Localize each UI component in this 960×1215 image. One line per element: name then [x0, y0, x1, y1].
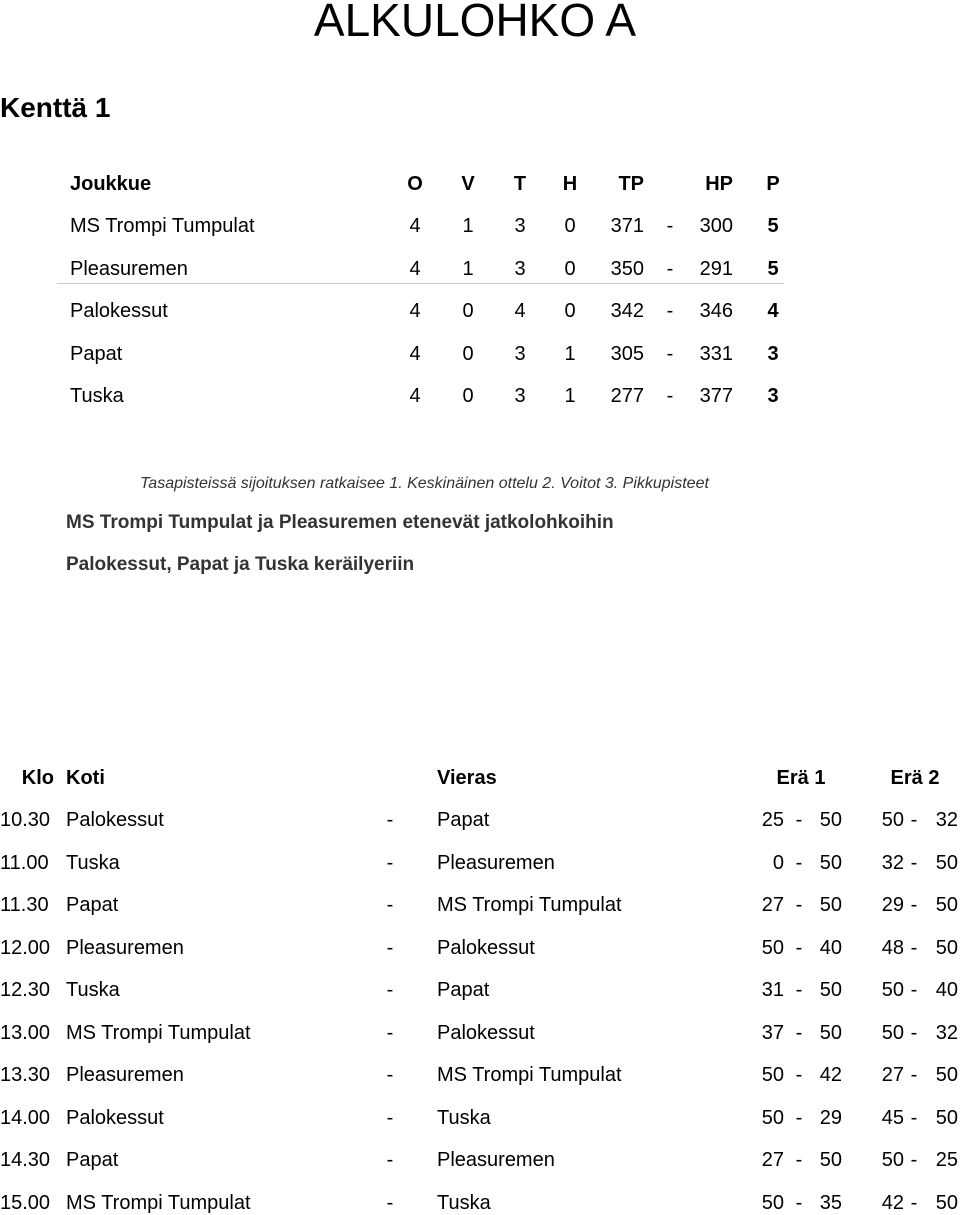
page-title: ALKULOHKO A	[313, 0, 637, 46]
match-dash: -	[386, 809, 394, 831]
match-time: 12.00	[0, 936, 51, 959]
standings-t: 4	[514, 300, 526, 322]
standings-sep: -	[666, 300, 674, 322]
away-team: Palokessut	[437, 936, 535, 959]
set2-away-score: 50	[935, 1064, 958, 1086]
standings-v: 1	[462, 257, 474, 280]
set2-home-score: 29	[881, 894, 904, 916]
standings-t: 3	[514, 385, 526, 407]
match-time: 15.00	[0, 1191, 51, 1214]
set2-home-score: 27	[881, 1064, 904, 1086]
away-team: Tuska	[437, 1191, 491, 1214]
match-dash: -	[386, 1149, 394, 1171]
standings-header: V	[461, 173, 475, 195]
team-name: MS Trompi Tumpulat	[70, 215, 255, 237]
standings-h: 1	[564, 342, 576, 365]
set2-away-score: 40	[935, 979, 958, 1001]
standings-p: 3	[767, 385, 779, 407]
home-team: MS Trompi Tumpulat	[66, 1191, 251, 1214]
set1-dash: -	[795, 894, 803, 916]
set2-home-score: 50	[881, 1021, 904, 1044]
standings-tp: 342	[610, 300, 644, 322]
set1-away-score: 35	[819, 1191, 842, 1214]
set1-away-score: 50	[819, 1021, 842, 1044]
set1-home-score: 31	[761, 979, 784, 1001]
tiebreak-note: Tasapisteissä sijoituksen ratkaisee 1. Keskinäinen ottelu 2. Voitot 3. Pikkupisteet	[140, 475, 709, 492]
standings-hp: 331	[699, 342, 733, 365]
standings-header: TP	[618, 173, 644, 195]
set1-away-score: 50	[819, 979, 842, 1001]
set2-dash: -	[910, 1191, 918, 1214]
standings-p: 3	[767, 342, 779, 365]
set2-home-score: 32	[881, 851, 904, 874]
standings-header: HP	[705, 173, 733, 195]
away-team: MS Trompi Tumpulat	[437, 1064, 622, 1086]
set2-dash: -	[910, 936, 918, 959]
set2-away-score: 50	[935, 936, 958, 959]
home-team: Tuska	[66, 979, 120, 1001]
standings-o: 4	[409, 342, 421, 365]
set2-home-score: 50	[881, 979, 904, 1001]
match-time: 10.30	[0, 809, 51, 831]
field-heading: Kenttä 1	[0, 92, 111, 123]
set1-dash: -	[795, 1064, 803, 1086]
row-divider	[57, 283, 784, 284]
advance-line-2: Palokessut, Papat ja Tuska keräilyeriin	[66, 554, 415, 575]
standings-v: 1	[462, 215, 474, 237]
standings-o: 4	[409, 257, 421, 280]
set1-dash: -	[795, 1021, 803, 1044]
set1-dash: -	[795, 1191, 803, 1214]
home-team: Palokessut	[66, 1106, 164, 1129]
standings-p: 5	[767, 215, 779, 237]
standings-sep: -	[666, 257, 674, 280]
standings-v: 0	[462, 300, 474, 322]
set2-home-score: 50	[881, 1149, 904, 1171]
set1-dash: -	[795, 1149, 803, 1171]
away-team: MS Trompi Tumpulat	[437, 894, 622, 916]
match-time: 12.30	[0, 979, 51, 1001]
home-team: Pleasuremen	[66, 1064, 184, 1086]
set2-away-score: 50	[935, 1106, 958, 1129]
set1-home-score: 50	[761, 1064, 784, 1086]
standings-t: 3	[514, 257, 526, 280]
match-dash: -	[386, 936, 394, 959]
match-dash: -	[386, 851, 394, 874]
standings-t: 3	[514, 342, 526, 365]
set1-home-score: 37	[761, 1021, 784, 1044]
standings-hp: 291	[699, 257, 733, 280]
standings-sep: -	[666, 342, 674, 365]
set2-away-score: 25	[935, 1149, 958, 1171]
match-dash: -	[386, 1021, 394, 1044]
away-team: Palokessut	[437, 1021, 535, 1044]
standings-t: 3	[514, 215, 526, 237]
set2-home-score: 45	[881, 1106, 904, 1129]
set1-away-score: 40	[819, 936, 842, 959]
set1-home-score: 27	[761, 1149, 784, 1171]
set2-away-score: 50	[935, 851, 958, 874]
standings-p: 4	[767, 300, 779, 322]
set2-dash: -	[910, 851, 918, 874]
standings-v: 0	[462, 385, 474, 407]
set2-away-score: 32	[935, 1021, 958, 1044]
home-team: Pleasuremen	[66, 936, 184, 959]
match-time: 13.00	[0, 1021, 51, 1044]
standings-tp: 277	[610, 385, 644, 407]
standings-h: 0	[564, 215, 576, 237]
team-name: Palokessut	[70, 300, 168, 322]
match-time: 11.30	[0, 894, 49, 916]
standings-p: 5	[767, 257, 779, 280]
schedule-header-time: Klo	[21, 767, 54, 789]
standings-o: 4	[409, 300, 421, 322]
set1-dash: -	[795, 936, 803, 959]
set2-dash: -	[910, 979, 918, 1001]
match-dash: -	[386, 1191, 394, 1214]
standings-header: O	[407, 173, 423, 195]
set2-dash: -	[910, 1064, 918, 1086]
set1-away-score: 50	[819, 894, 842, 916]
team-name: Papat	[70, 342, 123, 365]
schedule-header-away: Vieras	[437, 767, 497, 789]
standings-header: T	[513, 173, 527, 195]
set1-dash: -	[795, 979, 803, 1001]
set1-away-score: 50	[819, 1149, 842, 1171]
set1-away-score: 50	[819, 851, 842, 874]
home-team: Palokessut	[66, 809, 164, 831]
standings-h: 1	[564, 385, 576, 407]
home-team: Papat	[66, 894, 119, 916]
set1-home-score: 50	[761, 1106, 784, 1129]
schedule-header-set2: Erä 2	[890, 767, 940, 789]
standings-h: 0	[564, 257, 576, 280]
standings-header: P	[766, 173, 780, 195]
standings-sep: -	[666, 215, 674, 237]
set2-dash: -	[910, 1021, 918, 1044]
set1-home-score: 50	[761, 1191, 784, 1214]
set1-dash: -	[795, 851, 803, 874]
standings-h: 0	[564, 300, 576, 322]
advance-line-1: MS Trompi Tumpulat ja Pleasuremen etenevät jatkolohkoihin	[66, 512, 614, 533]
match-time: 14.00	[0, 1106, 51, 1129]
match-time: 13.30	[0, 1064, 51, 1086]
standings-tp: 371	[610, 215, 644, 237]
set2-home-score: 48	[881, 936, 904, 959]
home-team: Papat	[66, 1149, 119, 1171]
standings-hp: 377	[699, 385, 733, 407]
set1-away-score: 42	[819, 1064, 842, 1086]
standings-sep: -	[666, 385, 674, 407]
match-time: 14.30	[0, 1149, 51, 1171]
home-team: MS Trompi Tumpulat	[66, 1021, 251, 1044]
set2-dash: -	[910, 1149, 918, 1171]
set2-dash: -	[910, 809, 918, 831]
team-name: Tuska	[70, 385, 124, 407]
standings-header: Joukkue	[70, 173, 152, 195]
away-team: Papat	[437, 979, 490, 1001]
standings-tp: 305	[610, 342, 644, 365]
set1-home-score: 27	[761, 894, 784, 916]
schedule-header-home: Koti	[66, 767, 105, 789]
away-team: Pleasuremen	[437, 851, 555, 874]
set1-away-score: 50	[819, 809, 842, 831]
set1-dash: -	[795, 809, 803, 831]
set1-away-score: 29	[819, 1106, 842, 1129]
set2-away-score: 50	[935, 1191, 958, 1214]
match-dash: -	[386, 979, 394, 1001]
standings-hp: 346	[699, 300, 733, 322]
away-team: Pleasuremen	[437, 1149, 555, 1171]
team-name: Pleasuremen	[70, 257, 188, 280]
set2-home-score: 42	[881, 1191, 904, 1214]
home-team: Tuska	[66, 851, 120, 874]
set1-home-score: 0	[772, 851, 784, 874]
standings-o: 4	[409, 385, 421, 407]
match-dash: -	[386, 894, 394, 916]
set2-dash: -	[910, 1106, 918, 1129]
set2-away-score: 50	[935, 894, 958, 916]
set2-away-score: 32	[935, 809, 958, 831]
schedule-header-set1: Erä 1	[776, 767, 826, 789]
standings-v: 0	[462, 342, 474, 365]
away-team: Papat	[437, 809, 490, 831]
match-dash: -	[386, 1106, 394, 1129]
set2-home-score: 50	[881, 809, 904, 831]
set2-dash: -	[910, 894, 918, 916]
away-team: Tuska	[437, 1106, 491, 1129]
standings-header: H	[562, 173, 578, 195]
match-dash: -	[386, 1064, 394, 1086]
match-time: 11.00	[0, 851, 49, 874]
standings-tp: 350	[610, 257, 644, 280]
set1-home-score: 25	[761, 809, 784, 831]
standings-hp: 300	[699, 215, 733, 237]
set1-home-score: 50	[761, 936, 784, 959]
standings-o: 4	[409, 215, 421, 237]
set1-dash: -	[795, 1106, 803, 1129]
